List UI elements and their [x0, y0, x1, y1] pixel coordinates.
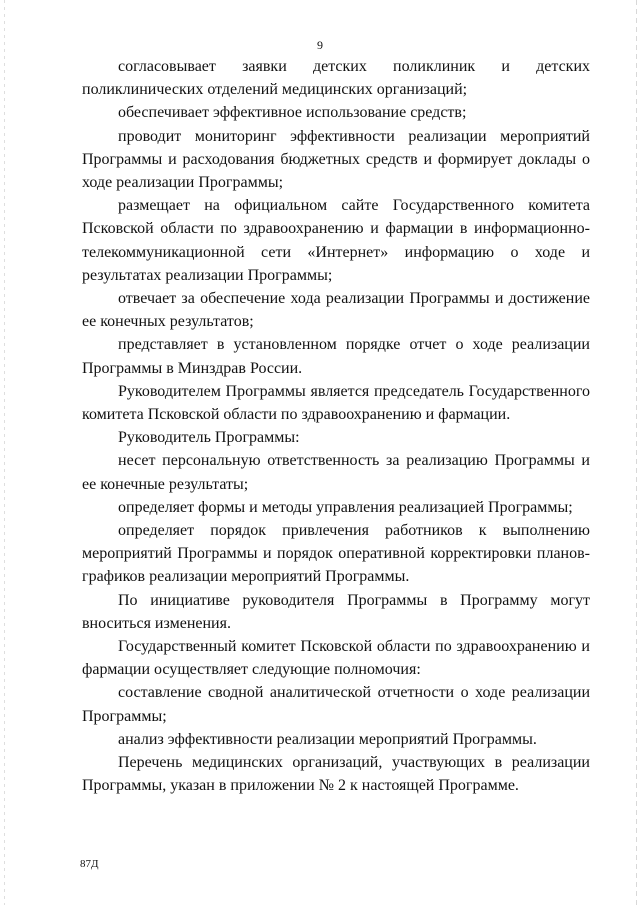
footer-code: 87Д — [80, 858, 99, 870]
page-number: 9 — [317, 38, 323, 52]
paragraph: обеспечивает эффективное использование средств; — [118, 104, 467, 122]
paragraph: согласовывает заявки детских поликлиник и детских поликлинических отделений медицинских организаций; — [82, 58, 590, 99]
paragraph: составление сводной аналитической отчетности о ходе реализации Программы; — [82, 684, 590, 725]
scan-edge-right — [636, 0, 637, 905]
document-body — [82, 55, 590, 798]
paragraph: представляет в установленном порядке отчет о ходе реализации Программы в Минздрав России. — [82, 336, 590, 377]
paragraph: отвечает за обеспечение хода реализации Программы и достижение ее конечных результатов; — [82, 290, 590, 331]
paragraph: несет персональную ответственность за реализацию Программы и ее конечные результаты; — [82, 452, 590, 493]
paragraph: размещает на официальном сайте Государственного комитета Псковской области по здравоохранению и фармации в информационно-телекоммуникационной сети «Интернет» информацию о ходе и результатах реализации Программы; — [82, 197, 590, 284]
paragraph: По инициативе руководителя Программы в Программу могут вноситься изменения. — [82, 591, 590, 632]
paragraph: Государственный комитет Псковской области по здравоохранению и фармации осуществляет следующие полномочия: — [82, 638, 590, 679]
paragraph: определяет формы и методы управления реализацией Программы; — [118, 498, 573, 516]
paragraph: анализ эффективности реализации мероприятий Программы. — [118, 730, 537, 748]
paragraph: Перечень медицинских организаций, участвующих в реализации Программы, указан в приложении № 2 к настоящей Программе. — [82, 754, 590, 795]
paragraph: Руководитель Программы: — [118, 429, 300, 447]
paragraph: проводит мониторинг эффективности реализации мероприятий Программы и расходования бюджетных средств и формирует доклады о ходе реализации Программы; — [82, 127, 590, 192]
paragraph: определяет порядок привлечения работников к выполнению мероприятий Программы и порядок оперативной корректировки планов-графиков реализации мероприятий Программы. — [82, 522, 590, 586]
scan-edge-left — [4, 0, 5, 905]
paragraph: Руководителем Программы является председатель Государственного комитета Псковской области по здравоохранению и фармации. — [82, 382, 590, 424]
